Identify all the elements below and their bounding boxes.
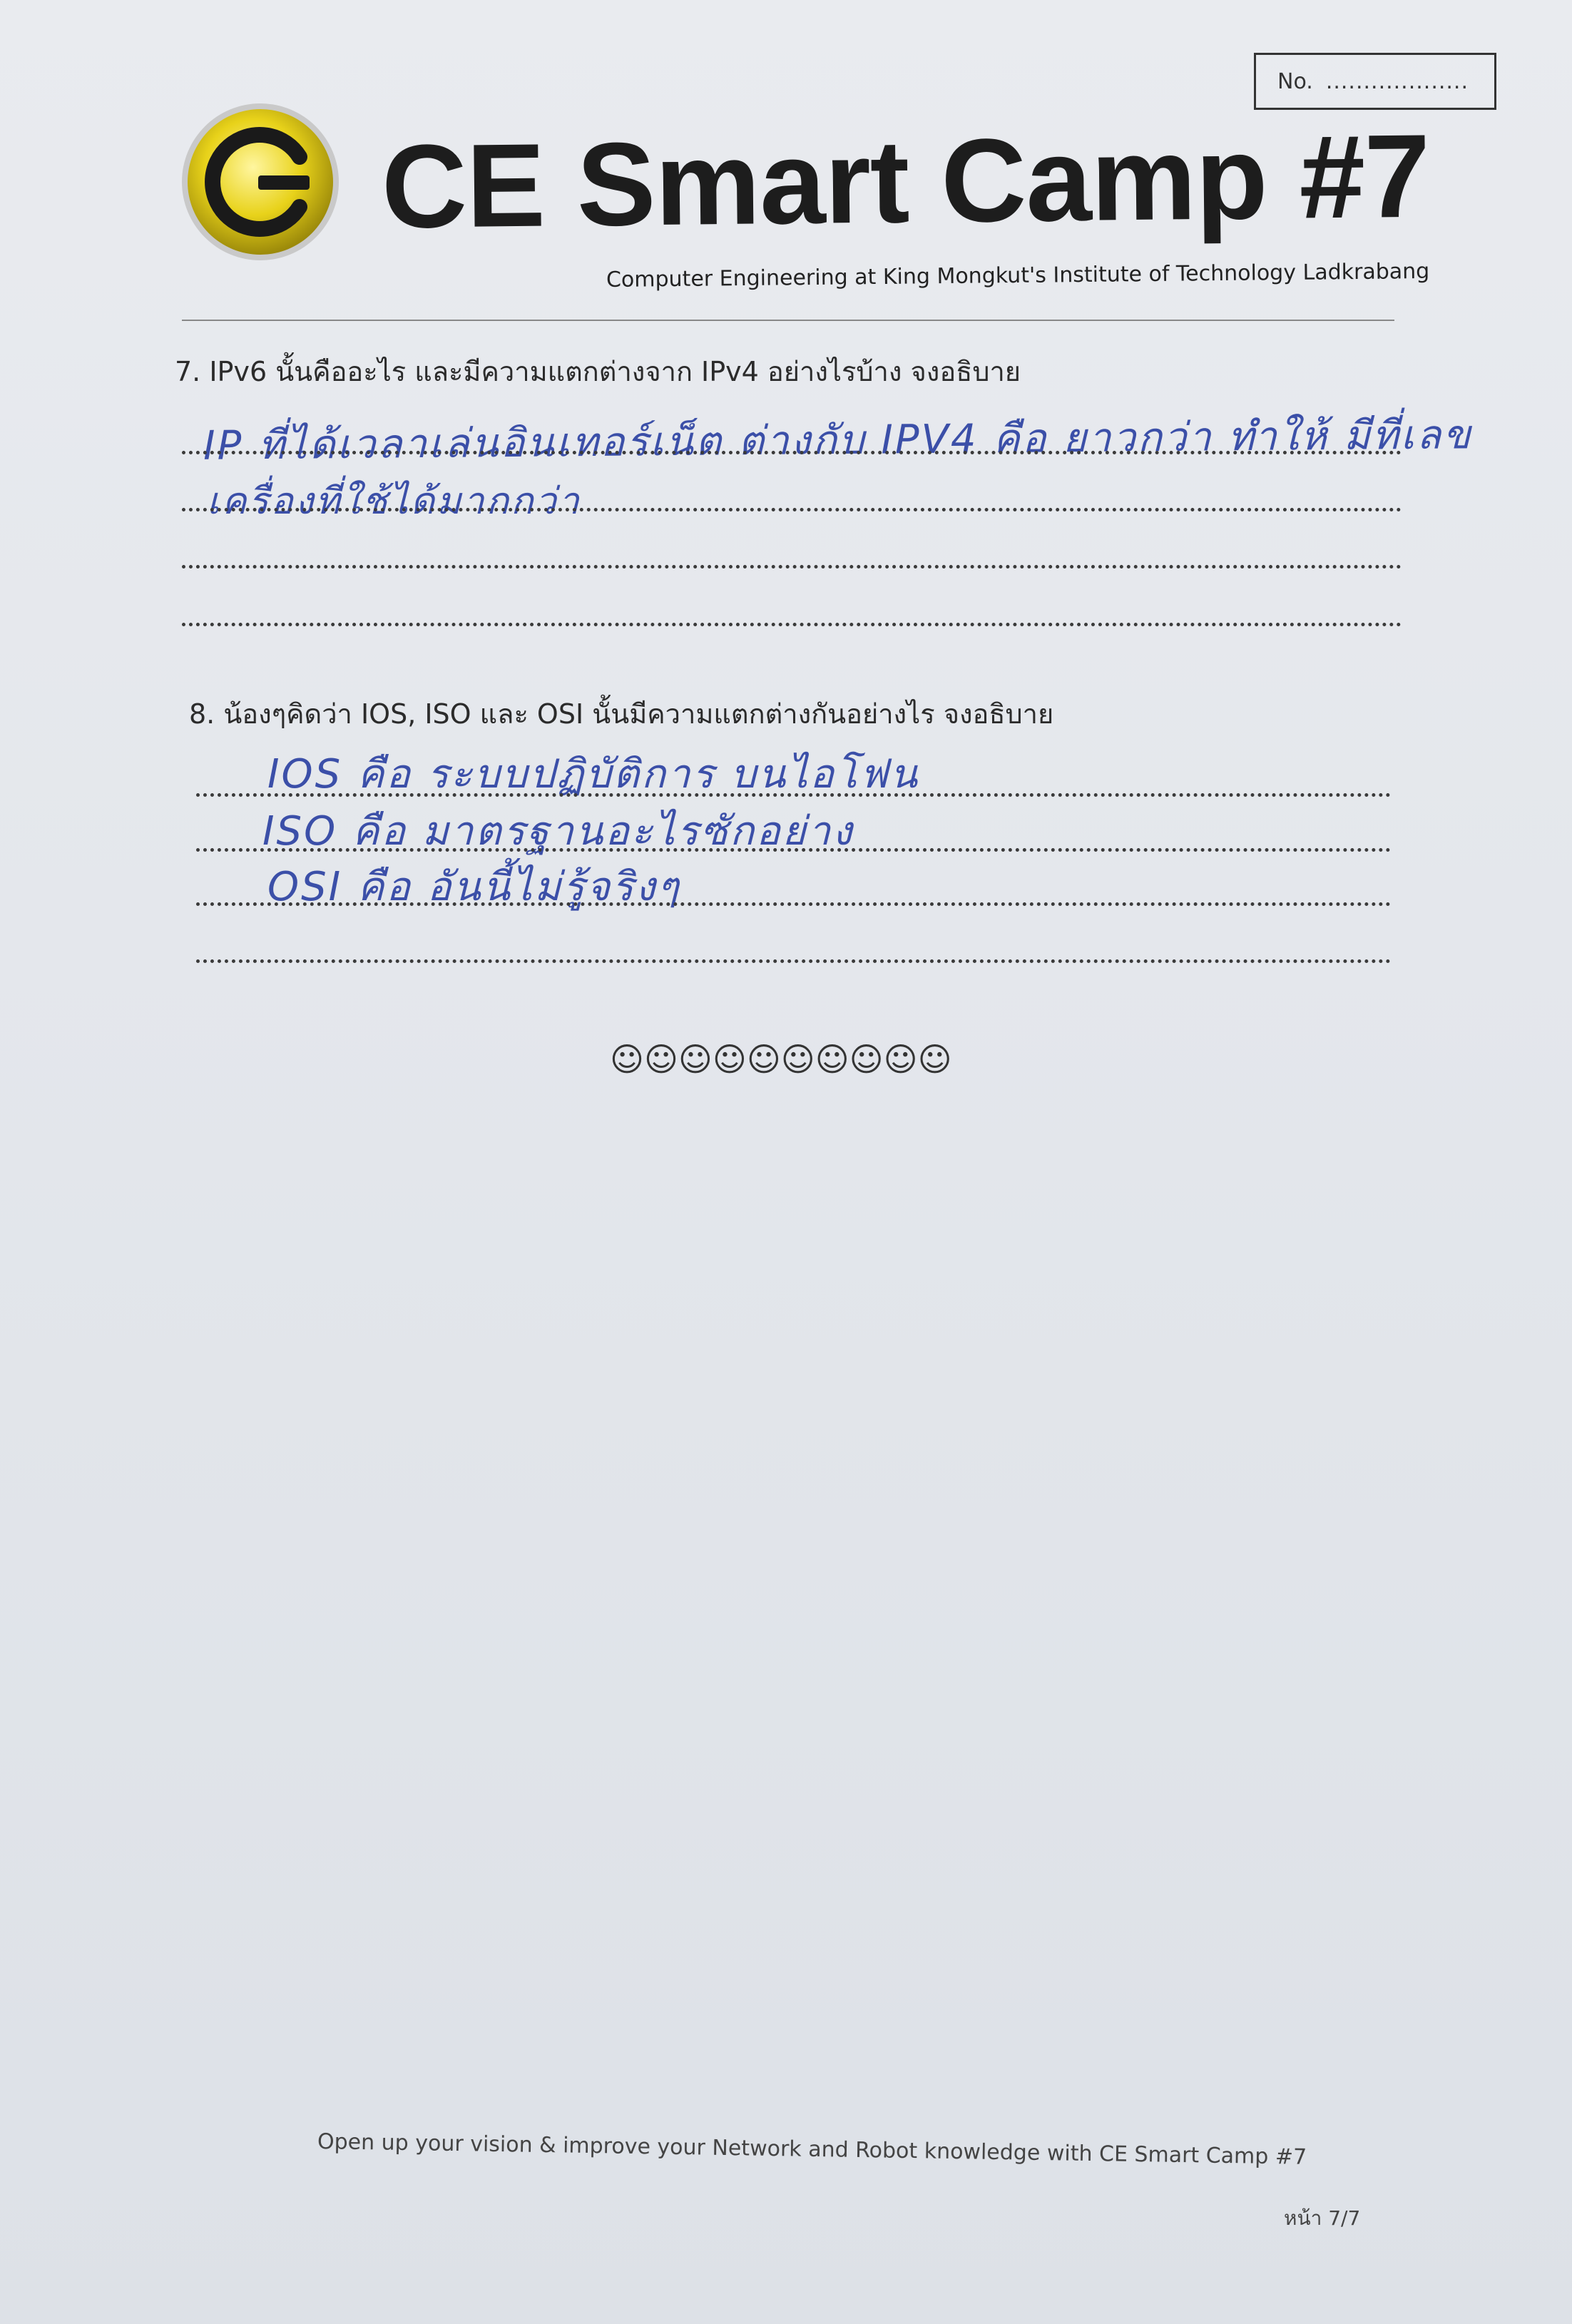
number-dots: ...................	[1325, 68, 1469, 94]
header-divider	[182, 320, 1394, 321]
footer-tagline: Open up your vision & improve your Network and Robot knowledge with CE Smart Camp #7	[317, 2129, 1307, 2170]
answer-line	[182, 565, 1402, 569]
number-box	[1254, 53, 1496, 110]
answer-line	[182, 451, 1402, 454]
number-label: No.	[1277, 68, 1313, 94]
ce-logo-icon	[178, 100, 342, 264]
answer-line	[196, 793, 1391, 797]
question-8: 8. น้องๆคิดว่า IOS, ISO และ OSI นั้นมีความแตกต่างกันอย่างไร จงอธิบาย	[189, 698, 1054, 730]
answer-8-line-2: ISO คือ มาตรฐานอะไรซักอย่าง	[262, 808, 854, 855]
answer-line	[196, 959, 1391, 963]
smiley-row-icon: ☺☺☺☺☺☺☺☺☺☺	[610, 1040, 952, 1079]
answer-line	[182, 623, 1402, 626]
page-subtitle: Computer Engineering at King Mongkut's Institute of Technology Ladkrabang	[606, 258, 1430, 292]
answer-line	[196, 848, 1391, 852]
page-title: CE Smart Camp #7	[381, 110, 1431, 253]
answer-line	[182, 508, 1402, 511]
question-7: 7. IPv6 นั้นคืออะไร และมีความแตกต่างจาก IPv4 อย่างไรบ้าง จงอธิบาย	[175, 356, 1021, 387]
answer-7-line-2: เครื่องที่ใช้ได้มากกว่า	[207, 480, 581, 523]
answer-line	[196, 902, 1391, 906]
answer-7-line-1: IP ที่ได้เวลาเล่นอินเทอร์เน็ต ต่างกับ IPV4 คือ ยาวกว่า ทำให้ มีที่เลข	[203, 412, 1473, 469]
answer-8-line-1: IOS คือ ระบบปฏิบัติการ บนไอโฟน	[267, 751, 920, 797]
answer-8-line-3: OSI คือ อันนี้ไม่รู้จริงๆ	[267, 864, 681, 910]
page-number: หน้า 7/7	[1284, 2206, 1361, 2230]
